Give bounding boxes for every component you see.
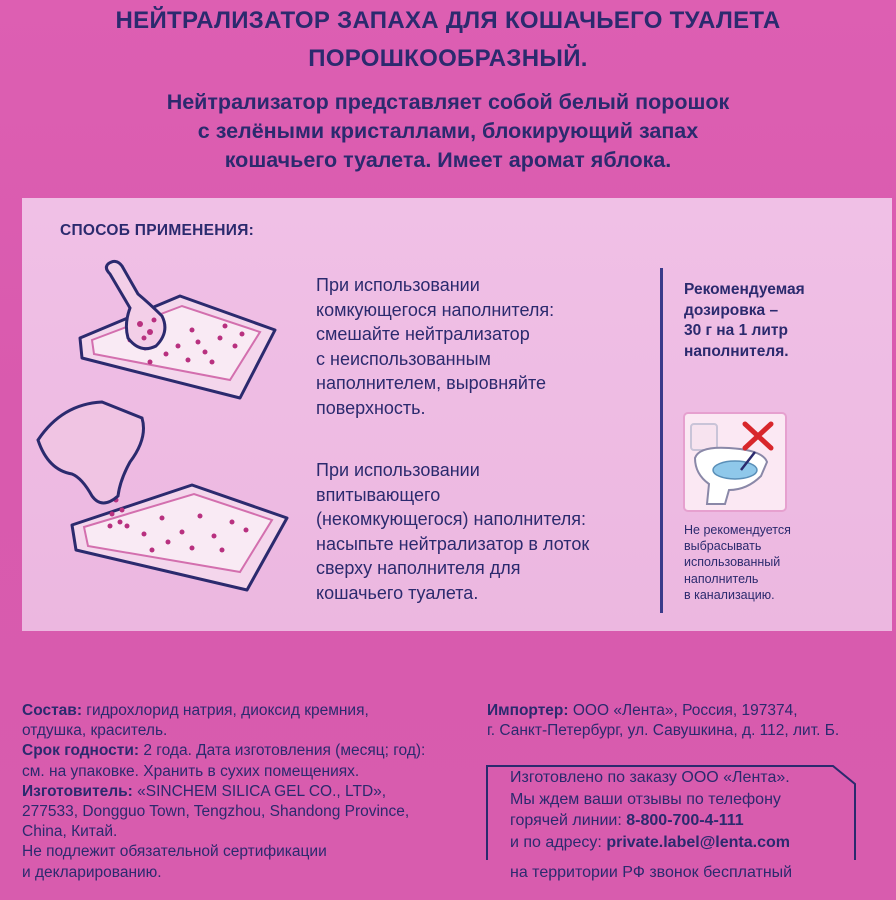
disposal-warning — [684, 522, 791, 603]
dosage-line: Рекомендуемая — [684, 281, 805, 298]
intro-line1: Нейтрализатор представляет собой белый порошок — [166, 90, 730, 114]
product-title-line2: ПОРОШКООБРАЗНЫЙ. — [308, 45, 588, 72]
step2-line: насыпьте нейтрализатор в лоток — [316, 533, 590, 554]
importer-address: г. Санкт-Петербург, ул. Савушкина, д. 112, лит. Б. — [487, 722, 840, 740]
importer-block — [487, 701, 839, 741]
step1-line: поверхность. — [316, 397, 426, 418]
dosage-line: 30 г на 1 литр — [684, 322, 788, 339]
step1-instructions — [316, 273, 554, 421]
feedback-email: private.label@lenta.com — [606, 833, 790, 851]
hotline-label: горячей линии: — [510, 812, 627, 829]
tray-scoop-illustration — [70, 258, 285, 406]
step1-line: При использовании — [316, 275, 480, 295]
toilet-crossed-icon — [689, 418, 781, 506]
step2-line: (некомкующегося) наполнителя: — [316, 509, 587, 530]
step2-line: сверху наполнителя для — [316, 558, 521, 579]
composition-text-cont: отдушка, краситель. — [22, 722, 168, 740]
manufacturer-label: Изготовитель: — [22, 782, 133, 800]
bag-pour-illustration — [32, 400, 292, 598]
shelf-life-text: 2 года. Дата изготовления (месяц; год): — [139, 742, 426, 760]
manufacturer-name: «SINCHEM SILICA GEL CO., LTD», — [132, 782, 387, 800]
contact-block — [510, 767, 790, 853]
contact-line1: Изготовлено по заказу ООО «Лента». — [510, 769, 790, 786]
hotline-phone: 8-800-700-4-111 — [626, 812, 744, 829]
composition-label: Состав: — [22, 702, 82, 719]
warning-line: выбрасывать — [684, 539, 762, 554]
composition-block — [22, 701, 425, 883]
step2-line: кошачьего туалета. — [316, 582, 479, 603]
step1-line: смешайте нейтрализатор — [316, 324, 530, 345]
certification-note-cont: и декларированию. — [22, 863, 162, 881]
step1-line: комкующегося наполнителя: — [316, 299, 555, 320]
manufacturer-address: 277533, Dongguo Town, Tengzhou, Shandong Province, — [22, 803, 410, 821]
email-label: и по адресу: — [510, 833, 607, 851]
composition-text: гидрохлорид натрия, диоксид кремния, — [81, 702, 369, 719]
step2-line: При использовании — [316, 460, 480, 480]
step2-line: впитывающего — [316, 484, 441, 505]
warning-line: использованный — [684, 555, 781, 570]
dosage-line: дозировка – — [684, 301, 779, 319]
step1-line: с неиспользованным — [316, 348, 491, 369]
contact-line2: Мы ждем ваши отзывы по телефону — [510, 790, 781, 808]
product-title-line1: НЕЙТРАЛИЗАТОР ЗАПАХА ДЛЯ КОШАЧЬЕГО ТУАЛЕТА — [115, 7, 781, 34]
intro-line3: кошачьего туалета. Имеет аромат яблока. — [224, 148, 672, 172]
dosage-recommendation — [684, 280, 805, 362]
certification-note: Не подлежит обязательной сертификации — [22, 843, 327, 861]
warning-line: наполнитель — [684, 571, 759, 586]
intro-line2: с зелёными кристаллами, блокирующий запах — [197, 119, 699, 143]
warning-line: в канализацию. — [684, 587, 775, 602]
free-call-note: на территории РФ звонок бесплатный — [510, 864, 793, 881]
step1-line: наполнителем, выровняйте — [316, 373, 547, 394]
dosage-line: наполнителя. — [684, 342, 789, 360]
shelf-life-label: Срок годности: — [22, 742, 140, 760]
toilet-warning-box — [683, 412, 787, 512]
vertical-divider — [660, 268, 663, 613]
importer-label: Импортер: — [487, 702, 569, 719]
manufacturer-country: China, Китай. — [22, 823, 118, 841]
step2-instructions — [316, 458, 589, 606]
storage-text: см. на упаковке. Хранить в сухих помещениях. — [22, 762, 360, 780]
warning-line: Не рекомендуется — [684, 523, 791, 537]
usage-heading: СПОСОБ ПРИМЕНЕНИЯ: — [60, 222, 255, 239]
importer-name: ООО «Лента», Россия, 197374, — [568, 702, 798, 719]
